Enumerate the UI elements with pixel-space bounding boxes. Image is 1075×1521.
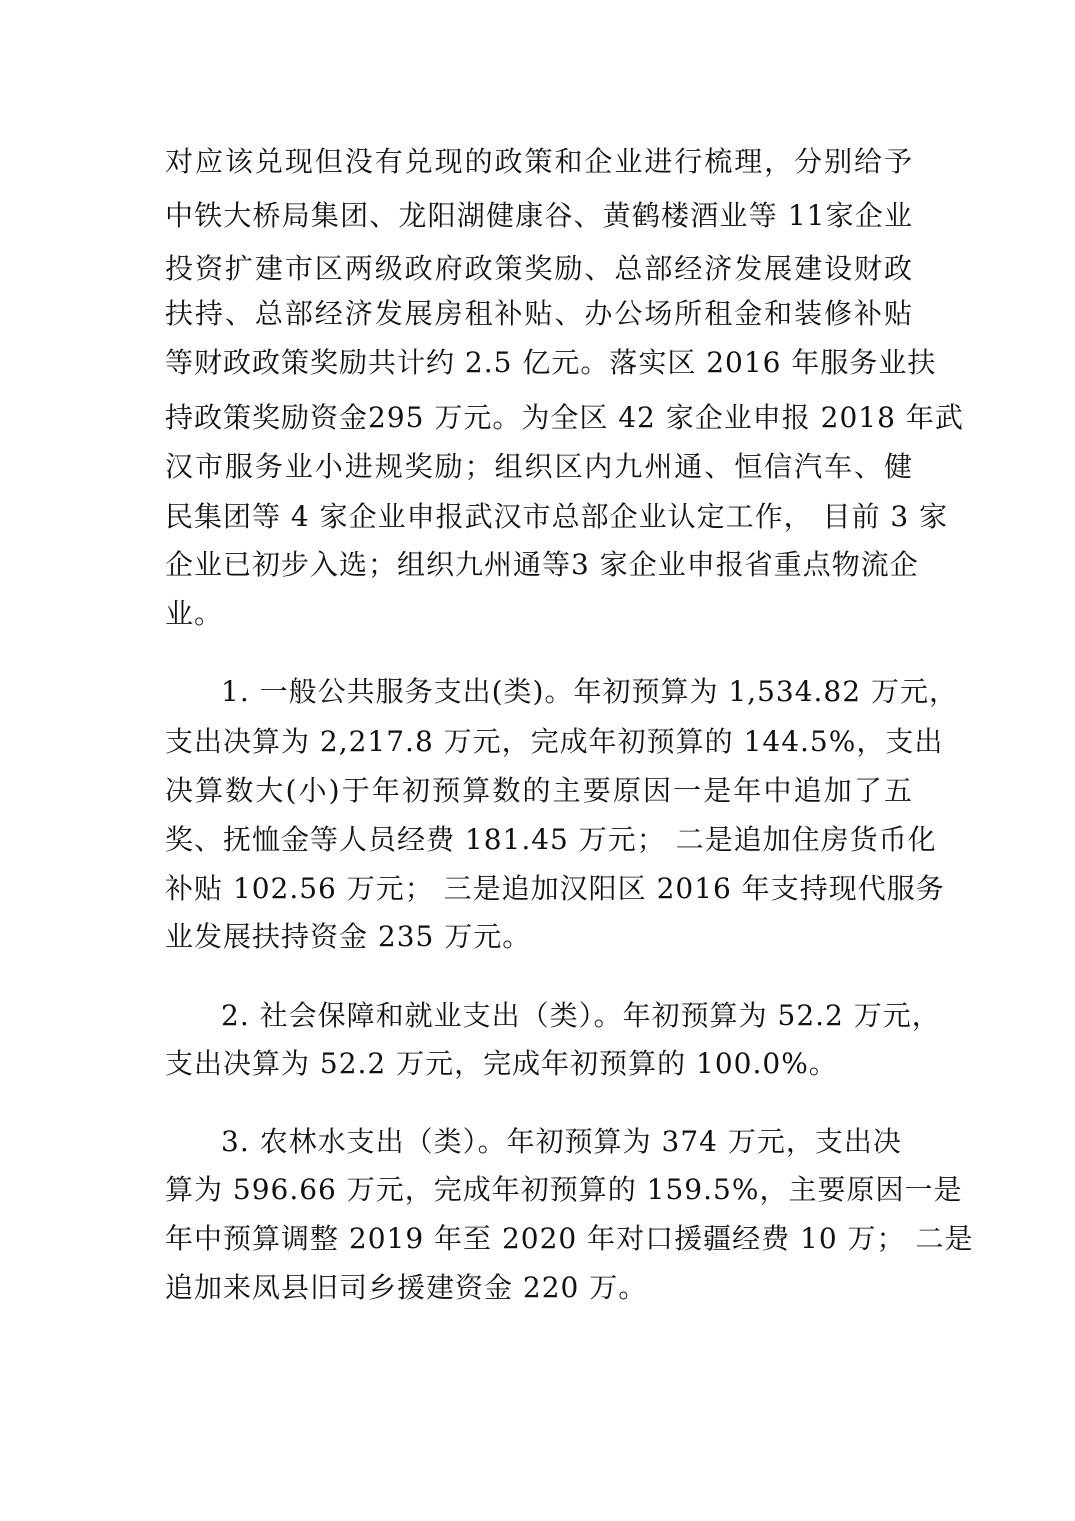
text-line: 等财政政策奖励共计约 2.5 亿元。落实区 2016 年服务业扶 <box>165 346 937 379</box>
text-line: 算为 596.66 万元，完成年初预算的 159.5%，主要原因一是 <box>165 1173 963 1206</box>
text-line: 决算数大(小)于年初预算数的主要原因一是年中追加了五 <box>165 774 913 807</box>
text-line: 1. 一般公共服务支出(类)。年初预算为 1,534.82 万元， <box>221 675 958 708</box>
text-line: 2. 社会保障和就业支出（类）。年初预算为 52.2 万元， <box>221 999 941 1032</box>
text-line: 扶持、总部经济发展房租补贴、办公场所租金和装修补贴 <box>165 297 913 330</box>
text-line: 民集团等 4 家企业申报武汉市总部企业认定工作， 目前 3 家 <box>165 500 949 533</box>
text-line: 企业已初步入选；组织九州通等3 家企业申报省重点物流企 <box>165 548 919 581</box>
text-line: 对应该兑现但没有兑现的政策和企业进行梳理，分别给予 <box>165 145 913 178</box>
text-line: 中铁大桥局集团、龙阳湖健康谷、黄鹤楼酒业等 11家企业 <box>165 199 913 232</box>
text-line: 业发展扶持资金 235 万元。 <box>165 920 532 953</box>
text-line: 业。 <box>165 597 224 630</box>
text-line: 支出决算为 52.2 万元，完成年初预算的 100.0%。 <box>165 1047 838 1080</box>
text-line: 支出决算为 2,217.8 万元，完成年初预算的 144.5%，支出 <box>165 725 944 758</box>
text-line: 奖、抚恤金等人员经费 181.45 万元； 二是追加住房货币化 <box>165 823 937 856</box>
text-line: 持政策奖励资金295 万元。为全区 42 家企业申报 2018 年武 <box>165 401 964 434</box>
text-line: 补贴 102.56 万元； 三是追加汉阳区 2016 年支持现代服务 <box>165 872 945 905</box>
text-line: 3. 农林水支出（类）。年初预算为 374 万元，支出决 <box>221 1125 902 1158</box>
text-line: 汉市服务业小进规奖励；组织区内九州通、恒信汽车、健 <box>165 450 913 483</box>
text-line: 年中预算调整 2019 年至 2020 年对口援疆经费 10 万； 二是 <box>165 1222 974 1255</box>
text-line: 投资扩建市区两级政府政策奖励、总部经济发展建设财政 <box>165 252 913 285</box>
text-line: 追加来凤县旧司乡援建资金 220 万。 <box>165 1271 648 1304</box>
